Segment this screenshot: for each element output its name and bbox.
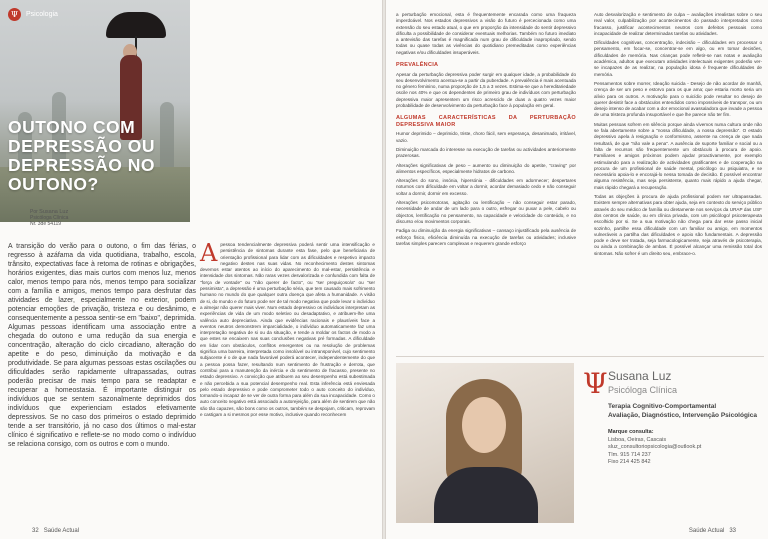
- section-label: Psicologia: [26, 11, 58, 18]
- author-portrait: [396, 363, 574, 523]
- left-page: [0, 0, 382, 539]
- paragraph: Apesar da perturbação depressiva poder surgir em qualquer idade, a probabilidade do seu desenvolvimento acentua-se a partir da puberdade. A prevalência é mais acentuada no género feminino, numa proporção de 1,5 a 3 vezes. Estima-se que a hereditariedade oscile nos 40% e que os dependentes de primeiro grau de indivíduos com perturbação depressiva maior apresentem um risco acrescido de duas a quatro vezes maior probabilidade de desenvolvimento da perturbação face à população em geral.: [396, 71, 576, 109]
- card-role: Psicóloga Clínica: [608, 385, 678, 395]
- paragraph: Pensamentos sobre morrer, Ideação suicida - Desejo de não acordar de manhã, crença de ser um peso e estorvo para os que ama; que estaria morto seria um alívio para os outros. A motivação para o suicídio pode resultar no desejo de querer desistir face a obstáculos entendidos como impossíveis de transpor, ou um desejo intenso de acabar com a dor emocional avassaladora que invade a pessoa de uma tristeza profunda insuportável e que lhe parece não ter fim.: [594, 80, 762, 118]
- page-number: 32: [32, 528, 39, 534]
- section-heading: ALGUMAS CARACTERÍSTICAS DA PERTURBAÇÃO DEPRESSIVA MAIOR: [396, 115, 576, 128]
- section-heading: PREVALÊNCIA: [396, 62, 439, 69]
- paragraph: Todas as objeções à procura de ajuda profissional podem ser ultrapassadas. Existem sempre alternativas para obter ajuda, seja em contexto do serviço público através do seu médico de família ou diretamente nos serviços da URAP das USF dos centros de saúde, ou em clínica privada, com um psicólogo/ psicoterapeuta escolhido por si. Se a sua motivação não chega para dar esse passo inicial sozinho, partilhe essa dificuldade com um familiar ou amigo, em momentos vulneráveis a partilha das dificuldades e apoio são fundamentais. A depressão pode e deve ser tratada, seja farmacologicamente, seja através de psicoterapia, ou ainda a combinação de ambas. É possível alcançar uma remissão total dos sintomas. Não sofrer é um direito seu, embrace-o.: [594, 194, 762, 256]
- author-name: Susana Luz: [39, 209, 69, 215]
- body-column-right-2: [594, 12, 762, 260]
- paragraph: Alterações do sono, insónia, hipersónia - dificuldades em adormecer; despertares noturnos com dificuldade em voltar a dormir, acordar demasiado cedo e não conseguir voltar a dormir, dormir em excesso.: [396, 178, 576, 196]
- body-column-right-1: [396, 12, 576, 250]
- specialty-1: Terapia Cognitivo-Comportamental: [608, 403, 717, 410]
- paragraph: a perturbação emocional, esta é frequentemente encarada como uma fraqueza imperdoável. Nos estados depressivos a visão do futuro é percecionada como uma extensão do seu estado atual, o que em proporção da intensidade do sentir depressivo dificulta a possibilidade de considerar eventuais melhorias. Também no futuro imediato a antevisão das tarefas é magnificada num grau de dificuldade inapropriado, sendo todas ou quase todas as vivências do quotidiano premeditadas como experiências negativas e/ou dificuldades insuperáveis.: [396, 12, 576, 55]
- paragraph: Diminuição marcada do interesse na execução de tarefas ou actividades anteriormente prazerosas.: [396, 146, 576, 159]
- page-number: 33: [729, 528, 736, 534]
- footer-left: [32, 528, 79, 534]
- contact-label: Marque consulta:: [608, 429, 654, 435]
- right-page: [386, 0, 768, 539]
- paragraph: Muitas pessoas sofrem em silêncio porque ainda vivemos numa cultura onde não se fala abertamente sobre a "nossa dificuldade, a nossa depressão". O estado depressivo apela à resignação e conformismo, assente na crença de que nada resultará, de que "não vale a pena". A ausência de suporte familiar e social ou a falta de recursos são frequentemente um obstáculo à procura de apoio. Familiares e amigos próximos podem ajudar proactivamente, por exemplo estimulando para a realização de actividades gratificantes e de cooperação na procura de um profissional de saúde mental, psicólogo ou psiquiatra, e se necessário apoia-lo e encorajá-lo nessa tomada de decisão. É possível encontrar alguma resistência, mas seja persistente, quanto mais rápido a ajuda chegar, mais rápido chegará a recuperação.: [594, 121, 762, 190]
- portrait-body: [434, 467, 538, 523]
- author-by: Por: [30, 209, 38, 215]
- magazine-name: Saúde Actual: [43, 528, 80, 534]
- magazine-name: Saúde Actual: [688, 528, 725, 534]
- paragraph: Dificuldades cognitivas, concentração, indecisão – dificuldades em processar o pensamento, em focar-se, concentrar-se em algo, ou em tomar decisões, dificuldades de memória. Nas crianças pode refletir-se nas notas e avaliação académica, adultos que executam atividades intelectuais exigentes poderão ver-se incapazes de as realizar, na população idosa é frequente dificuldades de memória.: [594, 40, 762, 77]
- body-text: pessoa tendencialmente depressiva poderá sentir uma intensificação e persistência de sintomas durante esta fase, pelo que beneficiaria de orientação profissional para lidar com as dificuldades e respetivo impacto negativo destes nas suas vidas. No reconhecimento destes sintomas devemos estar atentos ao início do aparecimento do mal-estar, persistência e intensidade dos sintomas. Não raras vezes desvalorizada e confundida com falta de "força de vontade" ou "não querer de facto", ou "ser preguiçoso/a" ou "ser pessimista", a depressão é uma perturbação séria, que tem causado mais sofrimento humano no mundo do que qualquer outra doença que afeta a humanidade. A visão de si, do mundo e do futuro pode ser de tal modo negativa que pode levar o indivíduo a almejar não querer mais viver. Num estado depressivo os indivíduos interpretam as experiências de vida de um modo seletivo ou desadaptativo, e atribuem-lhe uma valência auto depreciativa. Ainda que evidências racionais e plausíveis face a eventos neutros demonstrem imparcialidade, o indivíduo automaticamente faz uma interpretação negativa de si ou da situação, e tende a moldar os factos de modo a que estes se encaixem nas suas conclusões negativas pré formadas. A dificuldade em lidar com obstáculos, conflitos emergentes ou na resolução de problemas significa uma barreira, interpretada como insolúvel ou intransponível, cujo sentimento subjacente é o de que nada favorável poderá acontecer, independentemente do que a pessoa possa fazer, resultando num sentimento de frustração e derrota, que contribui para a manutenção da inércia e do sentimento de fracasso, presente no estado depressivo. A convicção que atribuem ao seu desempenho está subestimada e não percebida a sua potencial desempenho real. Esta inferência está enviesada pelo estado depressivo e pode comprometer todo o auto conceito do indivíduo, tornando-o incapaz de se ver de outra forma para além da sua incapacidade. Como o auto conceito negativo está associado a autorejeição, para além de sentirem que não são tão capazes, são bons como os outros, também se despojam, criticam, reprovam e castigam a si mesmos por esse motivo, inclusive quando reconhecem: [200, 242, 375, 418]
- psi-logo-icon: Ψ: [8, 8, 21, 21]
- author-block: [30, 209, 68, 227]
- drop-cap: A: [200, 239, 218, 267]
- footer-right: [689, 528, 736, 534]
- card-name: Susana Luz: [608, 369, 672, 383]
- paragraph: Fadiga ou diminuição da energia significativas – cansaço injustificado pela ausência de esforço físico, eficiência diminuída na execução de tarefas ou atividades; inclusive tarefas simples parecem complexas e requerem grande esforço: [396, 228, 576, 246]
- cover-photo: [0, 0, 190, 222]
- paragraph: Alterações psicomotoras, agitação ou lentificação – não conseguir estar parado, necessidade de andar de um lado para o outro, esfregar ou puxar a pele, cabelo ou objectos, lentificação no pensamento, na capacidade e velocidade do conteúdo, e no discurso e/ou movimentos corporais.: [396, 200, 576, 224]
- card-contact: [608, 429, 701, 467]
- contact-locations: Lisboa, Oeiras, Cascais: [608, 436, 667, 443]
- contact-card: [396, 356, 764, 519]
- intro-text: A transição do verão para o outono, o fim das férias, o regresso à azáfama da vida quotidiana, trabalho, escola, trânsito, expectativas face à retoma de rotinas e obrigações, horários exigentes, dias mais curtos com menos luz, menos calor, menos tempo para nós, menos tempo para socializar com a família e amigos, menos tempo para desfrutar das atividades de lazer, especialmente no exterior, podem potenciar emoções de privação, tristeza e ou desânimo, e consequentemente a pessoa sentir-se em "baixo", deprimida. Algumas pessoas identificam uma associação entre a chegada do outono e uma redução da sua energia e concentração, alteração do ciclo circadiano, alteração do apetite e do peso, diminuição da motivação e da produtividade. Se para algumas pessoas estas oscilações ou dificuldades serão rapidamente ultrapassadas, outras poderão precisar de mais tempo para se readaptar e recuperar a homeostasia. É importante distinguir os indivíduos que se sentem sazonalmente deprimidos dos indivíduos que experienciam estados efetivamente depressivos. Se no caso dos primeiros o estado deprimido tende a ser transitório, já no caso dos últimos o mal-estar clínico é significativo e reflete-se no modo como o indivíduo se relaciona consigo, com os outros e com o mundo.: [8, 243, 196, 448]
- card-specialties: [608, 403, 757, 420]
- portrait-face: [462, 397, 506, 453]
- psi-symbol-icon: Ψ: [583, 367, 608, 400]
- paragraph: Auto desvalorização e sentimento de culpa – avaliações irrealistas sobre o seu real valor, culpabilização por acontecimentos do passado interpretados como fracasso, justificar acontecimentos neutros com defeitos pessoais como incapacidade de realizar determinadas tarefas ou atividades.: [594, 12, 762, 36]
- article-title: OUTONO COM DEPRESSÃO OU DEPRESSÃO NO OUTONO?: [8, 117, 155, 194]
- section-tag: [8, 8, 58, 21]
- contact-fax: Fixo 214 425 842: [608, 459, 651, 465]
- body-column-left: [200, 239, 375, 418]
- author-license: Nr. 3de 54119: [30, 221, 62, 227]
- contact-email[interactable]: sluz_consultoriopsicologia@outlook.pt: [608, 444, 702, 450]
- paragraph: Humor deprimido – deprimido, triste, choro fácil, sem esperança, desanimado, irritável, vazio.: [396, 131, 576, 143]
- umbrella-shape: [106, 12, 166, 38]
- author-role: Psicóloga Clínica: [30, 215, 69, 221]
- specialty-2: Avaliação, Diagnóstico, Intervenção Psicológica: [608, 411, 757, 419]
- contact-phone: Tlm. 915 714 237: [608, 451, 651, 458]
- paragraph: Alterações significativas de peso – aumento ou diminuição do apetite, "craving" por alimentos específicos, especialmente hidratos de carbono.: [396, 162, 576, 174]
